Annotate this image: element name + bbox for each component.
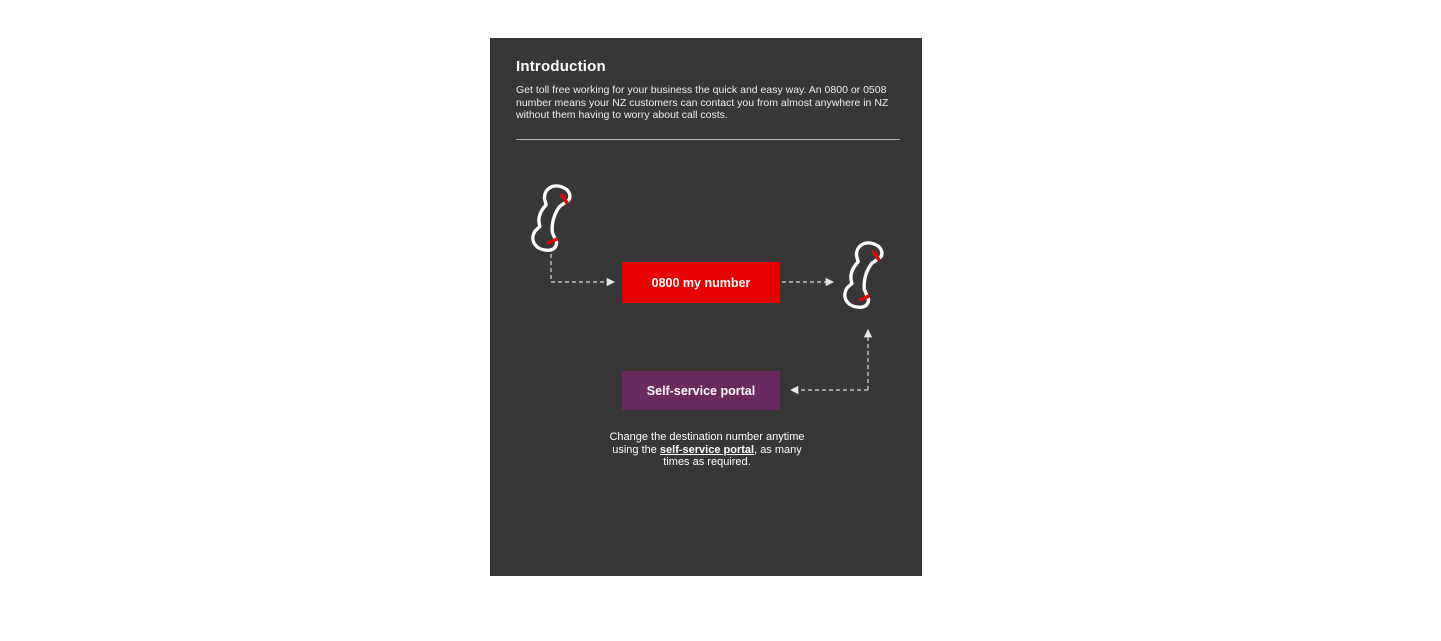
caller-phone-icon (518, 177, 583, 264)
portal-box: Self-service portal (622, 371, 780, 410)
diagram-caption (600, 431, 814, 469)
destination-phone-icon (830, 234, 895, 321)
number-box: 0800 my number (622, 262, 780, 303)
intro-paragraph: Get toll free working for your business the quick and easy way. An 0800 or 0508 number means your NZ customers can contact you from almost anywhere in NZ without them having to worry about call costs. (516, 84, 889, 122)
introduction-panel (490, 38, 922, 576)
caption-suffix: , as many times as required. (663, 443, 802, 469)
page-title: Introduction (516, 58, 606, 75)
panel-header (490, 38, 922, 122)
self-service-portal-link[interactable]: self-service portal (659, 443, 755, 456)
flow-diagram (490, 140, 922, 576)
caption-prefix: Change the destination number anytime using the (609, 431, 805, 456)
